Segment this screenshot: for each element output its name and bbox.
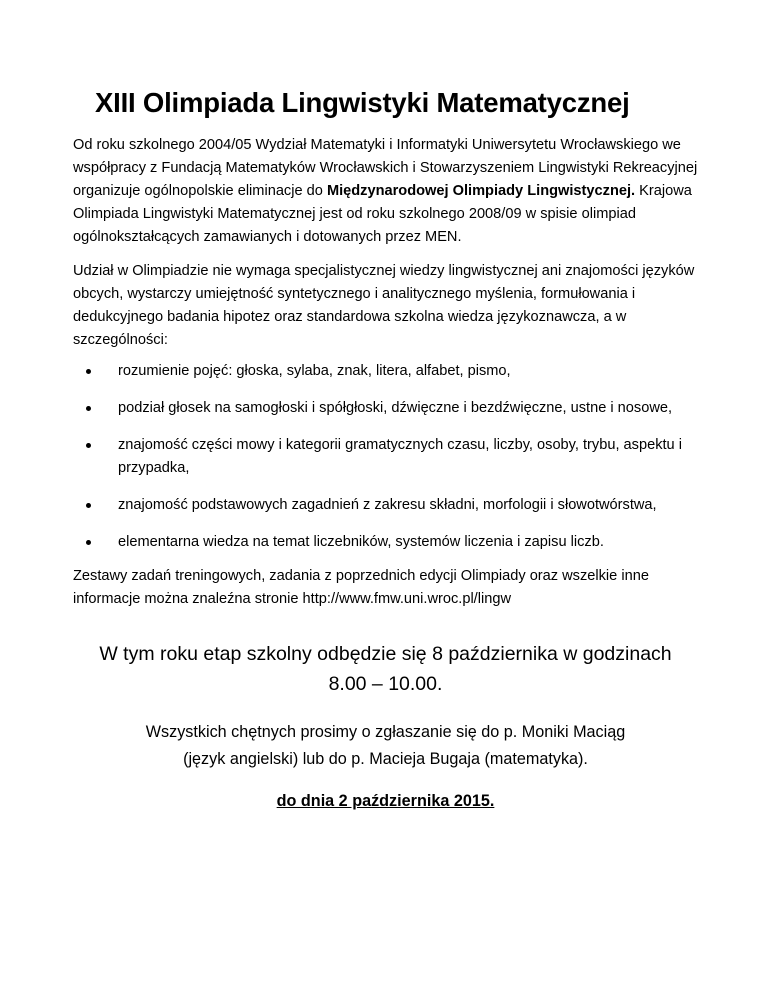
- registration-deadline: do dnia 2 października 2015.: [276, 792, 495, 810]
- intro-text-end: Krajowa Olimpiada Lingwistyki Matematycznej jest od roku szkolnego 2008/09 w spisie olimpiad ogólnokształcących zamawianych i dotowanych przez MEN.: [73, 183, 692, 245]
- skills-list: [73, 360, 698, 554]
- list-item: [73, 531, 698, 554]
- bullet-icon: [86, 540, 91, 545]
- bullet-icon: [86, 369, 91, 374]
- bullet-icon: [86, 503, 91, 508]
- contact-line-1: Wszystkich chętnych prosimy o zgłaszanie się do p. Moniki Maciąg: [145, 723, 626, 741]
- list-item: [73, 360, 698, 383]
- list-item: [73, 494, 698, 517]
- announcement-line-1: W tym roku etap szkolny odbędzie się 8 października w godzinach: [99, 643, 672, 665]
- intro-paragraph: [73, 134, 698, 249]
- skill-text: znajomość podstawowych zagadnień z zakresu składni, morfologii i słowotwórstwa,: [118, 497, 657, 513]
- skill-text: podział głosek na samogłoski i spółgłoski, dźwięczne i bezdźwięczne, ustne i nosowe,: [118, 400, 673, 416]
- contact-line-2: (język angielski) lub do p. Macieja Bugaja (matematyka).: [183, 750, 588, 768]
- contact-info: [73, 719, 698, 773]
- intro-text-start: Od roku szkolnego 2004/05 Wydział Matematyki i Informatyki Uniwersytetu Wrocławskiego we współpracy z Fundacją Matematyków Wrocławskich i Stowarzyszeniem Lingwistyki Rekreacyjnej organizuje ogólnopolskie eliminacje do: [73, 137, 698, 199]
- olympiad-name-bold: Międzynarodowej Olimpiady Lingwistycznej.: [326, 183, 636, 199]
- list-item: [73, 434, 698, 480]
- skill-text: rozumienie pojęć: głoska, sylaba, znak, litera, alfabet, pismo,: [118, 363, 511, 379]
- page-title: XIII Olimpiada Lingwistyki Matematycznej: [95, 87, 630, 118]
- skill-text: znajomość części mowy i kategorii gramatycznych czasu, liczby, osoby, trybu, aspektu i przypadka,: [118, 437, 682, 476]
- announcement-line-2: 8.00 – 10.00.: [328, 673, 443, 695]
- requirements-paragraph: Udział w Olimpiadzie nie wymaga specjalistycznej wiedzy lingwistycznej ani znajomości języków obcych, wystarczy umiejętność syntetycznego i analitycznego myślenia, formułowania i dedukcyjnego badania hipotez oraz standardowa szkolna wiedza językoznawcza, a w szczególności:: [73, 263, 695, 348]
- skill-text: elementarna wiedza na temat liczebników, systemów liczenia i zapisu liczb.: [118, 534, 604, 550]
- bullet-icon: [86, 406, 91, 411]
- bullet-icon: [86, 443, 91, 448]
- list-item: [73, 397, 698, 420]
- document-page: [73, 0, 698, 813]
- resources-paragraph: Zestawy zadań treningowych, zadania z poprzednich edycji Olimpiady oraz wszelkie inne informacje można znaleźna stronie http://www.fmw.uni.wroc.pl/lingw: [73, 568, 649, 607]
- school-stage-announcement: [63, 639, 708, 699]
